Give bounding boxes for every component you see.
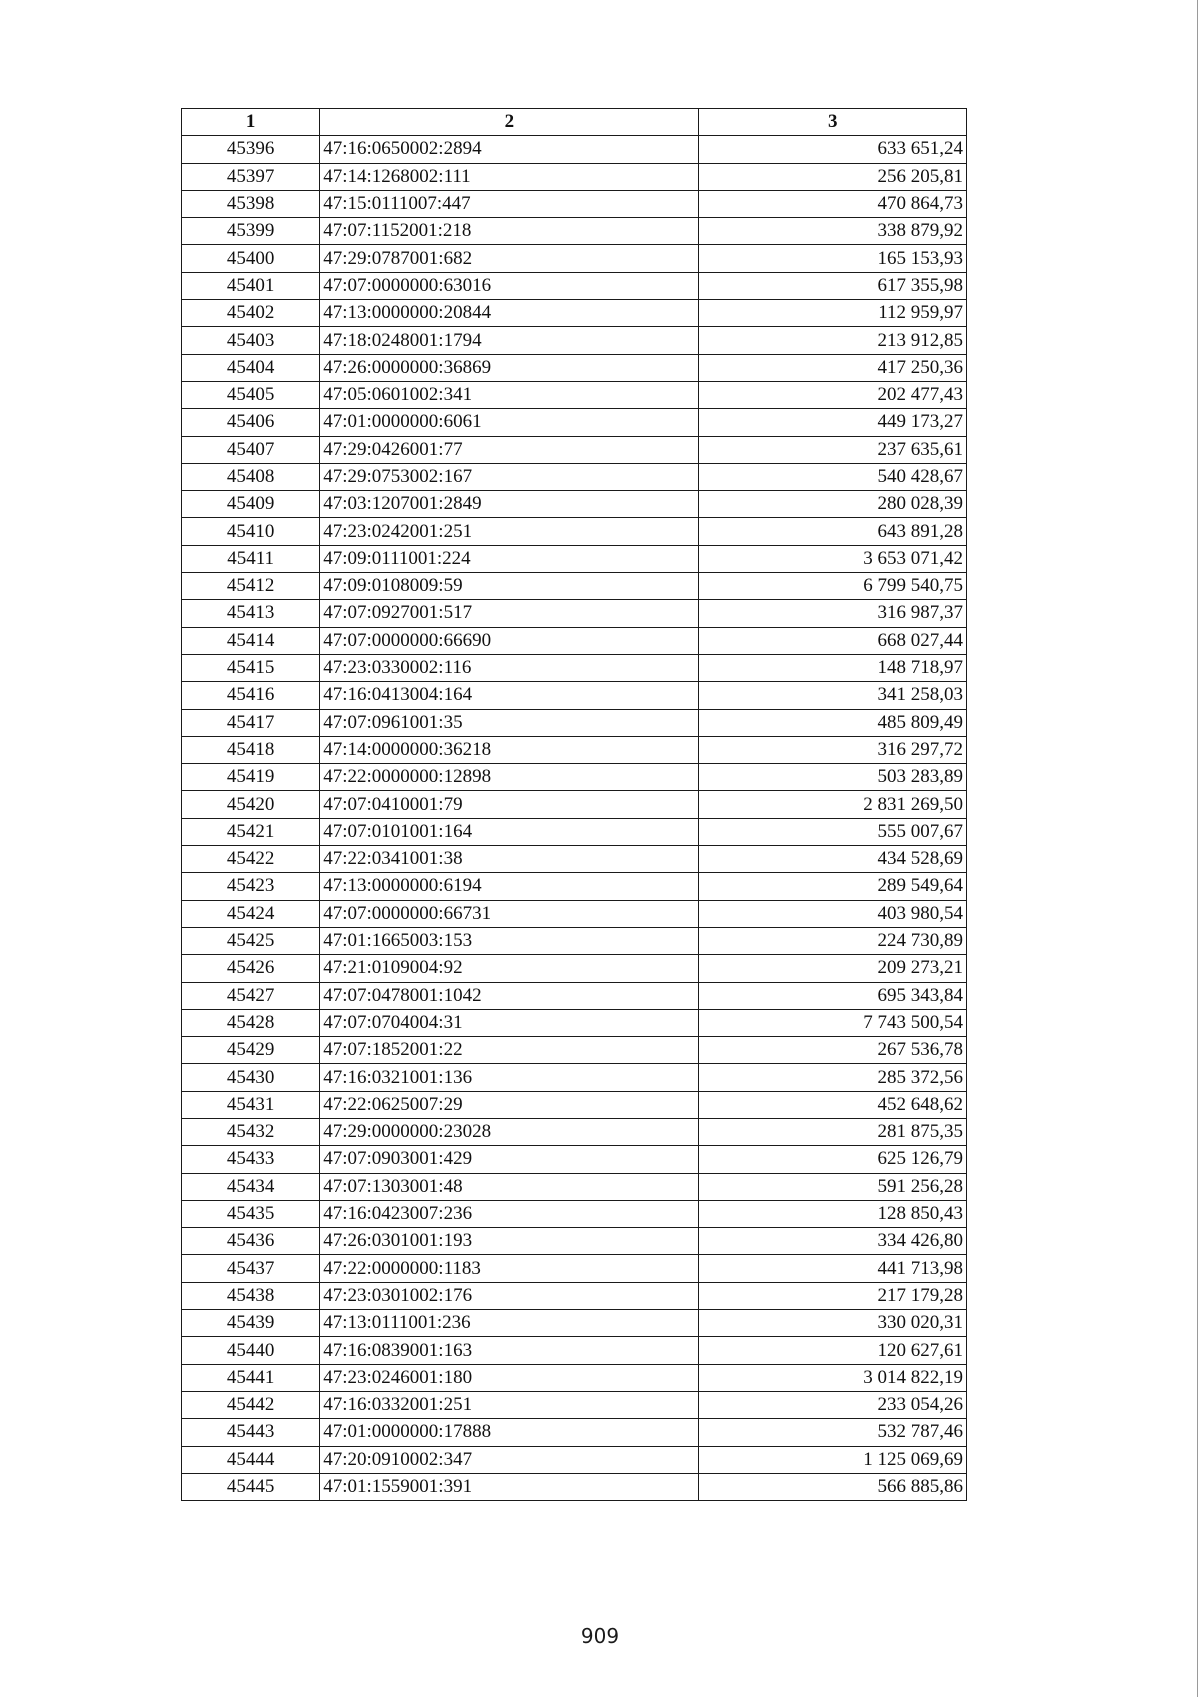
cadastral-number-cell: 47:16:0839001:163 <box>320 1337 699 1364</box>
value-cell: 334 426,80 <box>699 1228 967 1255</box>
table-row <box>182 1282 967 1309</box>
value-cell: 202 477,43 <box>699 381 967 408</box>
value-cell: 281 875,35 <box>699 1118 967 1145</box>
table-row <box>182 1364 967 1391</box>
table-row <box>182 245 967 272</box>
table-row <box>182 873 967 900</box>
cadastral-number-cell: 47:26:0000000:36869 <box>320 354 699 381</box>
row-number-cell: 45414 <box>182 627 320 654</box>
value-cell: 213 912,85 <box>699 327 967 354</box>
cadastral-number-cell: 47:09:0111001:224 <box>320 545 699 572</box>
value-cell: 217 179,28 <box>699 1282 967 1309</box>
row-number-cell: 45443 <box>182 1419 320 1446</box>
row-number-cell: 45411 <box>182 545 320 572</box>
row-number-cell: 45409 <box>182 491 320 518</box>
table-row <box>182 818 967 845</box>
cadastral-number-cell: 47:21:0109004:92 <box>320 955 699 982</box>
cadastral-number-cell: 47:23:0246001:180 <box>320 1364 699 1391</box>
value-cell: 503 283,89 <box>699 764 967 791</box>
row-number-cell: 45401 <box>182 272 320 299</box>
table-row <box>182 1009 967 1036</box>
table-row <box>182 600 967 627</box>
table-row <box>182 1146 967 1173</box>
column-header-1: 1 <box>182 109 320 136</box>
table-row <box>182 1255 967 1282</box>
table-row <box>182 627 967 654</box>
value-cell: 434 528,69 <box>699 846 967 873</box>
table-row <box>182 300 967 327</box>
row-number-cell: 45436 <box>182 1228 320 1255</box>
row-number-cell: 45429 <box>182 1037 320 1064</box>
table-row <box>182 736 967 763</box>
value-cell: 540 428,67 <box>699 463 967 490</box>
cadastral-number-cell: 47:07:0101001:164 <box>320 818 699 845</box>
cadastral-number-cell: 47:07:0927001:517 <box>320 600 699 627</box>
row-number-cell: 45413 <box>182 600 320 627</box>
cadastral-number-cell: 47:22:0000000:12898 <box>320 764 699 791</box>
table-row <box>182 1228 967 1255</box>
column-header-3: 3 <box>699 109 967 136</box>
row-number-cell: 45419 <box>182 764 320 791</box>
value-cell: 209 273,21 <box>699 955 967 982</box>
row-number-cell: 45412 <box>182 573 320 600</box>
row-number-cell: 45421 <box>182 818 320 845</box>
value-cell: 112 959,97 <box>699 300 967 327</box>
value-cell: 316 297,72 <box>699 736 967 763</box>
value-cell: 341 258,03 <box>699 682 967 709</box>
row-number-cell: 45437 <box>182 1255 320 1282</box>
value-cell: 695 343,84 <box>699 982 967 1009</box>
value-cell: 668 027,44 <box>699 627 967 654</box>
table-row <box>182 1118 967 1145</box>
row-number-cell: 45434 <box>182 1173 320 1200</box>
row-number-cell: 45405 <box>182 381 320 408</box>
value-cell: 449 173,27 <box>699 409 967 436</box>
value-cell: 128 850,43 <box>699 1200 967 1227</box>
value-cell: 148 718,97 <box>699 654 967 681</box>
table-row <box>182 791 967 818</box>
cadastral-number-cell: 47:18:0248001:1794 <box>320 327 699 354</box>
row-number-cell: 45440 <box>182 1337 320 1364</box>
table-row <box>182 682 967 709</box>
value-cell: 6 799 540,75 <box>699 573 967 600</box>
table-row <box>182 927 967 954</box>
row-number-cell: 45423 <box>182 873 320 900</box>
row-number-cell: 45432 <box>182 1118 320 1145</box>
cadastral-number-cell: 47:22:0625007:29 <box>320 1091 699 1118</box>
value-cell: 403 980,54 <box>699 900 967 927</box>
cadastral-number-cell: 47:07:1852001:22 <box>320 1037 699 1064</box>
table-row <box>182 764 967 791</box>
cadastral-number-cell: 47:07:0961001:35 <box>320 709 699 736</box>
cadastral-number-cell: 47:07:0000000:66690 <box>320 627 699 654</box>
page-number: 909 <box>580 1624 620 1648</box>
table-row <box>182 327 967 354</box>
row-number-cell: 45442 <box>182 1391 320 1418</box>
cadastral-number-cell: 47:14:1268002:111 <box>320 163 699 190</box>
row-number-cell: 45426 <box>182 955 320 982</box>
cadastral-number-cell: 47:16:0332001:251 <box>320 1391 699 1418</box>
value-cell: 233 054,26 <box>699 1391 967 1418</box>
value-cell: 3 014 822,19 <box>699 1364 967 1391</box>
value-cell: 417 250,36 <box>699 354 967 381</box>
table-row <box>182 1446 967 1473</box>
table-row <box>182 136 967 163</box>
value-cell: 289 549,64 <box>699 873 967 900</box>
data-table <box>181 108 967 1501</box>
value-cell: 267 536,78 <box>699 1037 967 1064</box>
cadastral-number-cell: 47:29:0787001:682 <box>320 245 699 272</box>
table-row <box>182 545 967 572</box>
row-number-cell: 45444 <box>182 1446 320 1473</box>
value-cell: 256 205,81 <box>699 163 967 190</box>
value-cell: 280 028,39 <box>699 491 967 518</box>
value-cell: 338 879,92 <box>699 218 967 245</box>
row-number-cell: 45430 <box>182 1064 320 1091</box>
table-row <box>182 381 967 408</box>
row-number-cell: 45399 <box>182 218 320 245</box>
column-header-2: 2 <box>320 109 699 136</box>
row-number-cell: 45438 <box>182 1282 320 1309</box>
row-number-cell: 45417 <box>182 709 320 736</box>
table-row <box>182 1419 967 1446</box>
cadastral-number-cell: 47:22:0000000:1183 <box>320 1255 699 1282</box>
value-cell: 330 020,31 <box>699 1310 967 1337</box>
value-cell: 120 627,61 <box>699 1337 967 1364</box>
value-cell: 633 651,24 <box>699 136 967 163</box>
cadastral-number-cell: 47:14:0000000:36218 <box>320 736 699 763</box>
row-number-cell: 45404 <box>182 354 320 381</box>
cadastral-number-cell: 47:07:0903001:429 <box>320 1146 699 1173</box>
table-row <box>182 1091 967 1118</box>
value-cell: 3 653 071,42 <box>699 545 967 572</box>
cadastral-number-cell: 47:07:0478001:1042 <box>320 982 699 1009</box>
value-cell: 237 635,61 <box>699 436 967 463</box>
value-cell: 470 864,73 <box>699 190 967 217</box>
table-row <box>182 491 967 518</box>
row-number-cell: 45415 <box>182 654 320 681</box>
table-row <box>182 163 967 190</box>
cadastral-number-cell: 47:07:1152001:218 <box>320 218 699 245</box>
table-row <box>182 436 967 463</box>
table-row <box>182 354 967 381</box>
cadastral-number-cell: 47:15:0111007:447 <box>320 190 699 217</box>
row-number-cell: 45425 <box>182 927 320 954</box>
cadastral-number-cell: 47:29:0753002:167 <box>320 463 699 490</box>
table-header <box>182 109 967 136</box>
value-cell: 452 648,62 <box>699 1091 967 1118</box>
value-cell: 555 007,67 <box>699 818 967 845</box>
row-number-cell: 45439 <box>182 1310 320 1337</box>
cadastral-number-cell: 47:23:0242001:251 <box>320 518 699 545</box>
value-cell: 566 885,86 <box>699 1473 967 1500</box>
cadastral-number-cell: 47:09:0108009:59 <box>320 573 699 600</box>
table-row <box>182 518 967 545</box>
value-cell: 485 809,49 <box>699 709 967 736</box>
row-number-cell: 45416 <box>182 682 320 709</box>
row-number-cell: 45403 <box>182 327 320 354</box>
row-number-cell: 45397 <box>182 163 320 190</box>
row-number-cell: 45441 <box>182 1364 320 1391</box>
row-number-cell: 45408 <box>182 463 320 490</box>
table-row <box>182 955 967 982</box>
row-number-cell: 45398 <box>182 190 320 217</box>
table-row <box>182 463 967 490</box>
value-cell: 285 372,56 <box>699 1064 967 1091</box>
table-row <box>182 1337 967 1364</box>
cadastral-number-cell: 47:16:0413004:164 <box>320 682 699 709</box>
row-number-cell: 45407 <box>182 436 320 463</box>
page-edge-line <box>1197 0 1198 1697</box>
table-row <box>182 1391 967 1418</box>
cadastral-number-cell: 47:13:0111001:236 <box>320 1310 699 1337</box>
cadastral-number-cell: 47:13:0000000:20844 <box>320 300 699 327</box>
row-number-cell: 45420 <box>182 791 320 818</box>
cadastral-number-cell: 47:01:1665003:153 <box>320 927 699 954</box>
value-cell: 625 126,79 <box>699 1146 967 1173</box>
cadastral-number-cell: 47:22:0341001:38 <box>320 846 699 873</box>
value-cell: 316 987,37 <box>699 600 967 627</box>
value-cell: 165 153,93 <box>699 245 967 272</box>
cadastral-number-cell: 47:01:1559001:391 <box>320 1473 699 1500</box>
table-row <box>182 190 967 217</box>
value-cell: 441 713,98 <box>699 1255 967 1282</box>
value-cell: 591 256,28 <box>699 1173 967 1200</box>
row-number-cell: 45418 <box>182 736 320 763</box>
table-row <box>182 272 967 299</box>
value-cell: 617 355,98 <box>699 272 967 299</box>
cadastral-number-cell: 47:01:0000000:6061 <box>320 409 699 436</box>
value-cell: 7 743 500,54 <box>699 1009 967 1036</box>
cadastral-number-cell: 47:07:1303001:48 <box>320 1173 699 1200</box>
table-row <box>182 218 967 245</box>
table-row <box>182 1173 967 1200</box>
cadastral-number-cell: 47:20:0910002:347 <box>320 1446 699 1473</box>
row-number-cell: 45427 <box>182 982 320 1009</box>
cadastral-number-cell: 47:29:0000000:23028 <box>320 1118 699 1145</box>
value-cell: 224 730,89 <box>699 927 967 954</box>
cadastral-number-cell: 47:07:0410001:79 <box>320 791 699 818</box>
cadastral-number-cell: 47:05:0601002:341 <box>320 381 699 408</box>
value-cell: 2 831 269,50 <box>699 791 967 818</box>
row-number-cell: 45422 <box>182 846 320 873</box>
table-row <box>182 1064 967 1091</box>
cadastral-number-cell: 47:23:0330002:116 <box>320 654 699 681</box>
cadastral-number-cell: 47:13:0000000:6194 <box>320 873 699 900</box>
table-row <box>182 982 967 1009</box>
table-row <box>182 846 967 873</box>
table-row <box>182 1037 967 1064</box>
cadastral-number-cell: 47:29:0426001:77 <box>320 436 699 463</box>
cadastral-number-cell: 47:03:1207001:2849 <box>320 491 699 518</box>
cadastral-number-cell: 47:07:0704004:31 <box>320 1009 699 1036</box>
cadastral-number-cell: 47:23:0301002:176 <box>320 1282 699 1309</box>
cadastral-number-cell: 47:07:0000000:66731 <box>320 900 699 927</box>
row-number-cell: 45406 <box>182 409 320 436</box>
table-row <box>182 1473 967 1500</box>
row-number-cell: 45431 <box>182 1091 320 1118</box>
cadastral-number-cell: 47:16:0321001:136 <box>320 1064 699 1091</box>
cadastral-number-cell: 47:07:0000000:63016 <box>320 272 699 299</box>
row-number-cell: 45402 <box>182 300 320 327</box>
row-number-cell: 45433 <box>182 1146 320 1173</box>
table-row <box>182 573 967 600</box>
value-cell: 532 787,46 <box>699 1419 967 1446</box>
table-row <box>182 900 967 927</box>
row-number-cell: 45445 <box>182 1473 320 1500</box>
row-number-cell: 45435 <box>182 1200 320 1227</box>
table-row <box>182 409 967 436</box>
row-number-cell: 45396 <box>182 136 320 163</box>
cadastral-number-cell: 47:16:0423007:236 <box>320 1200 699 1227</box>
table-row <box>182 1310 967 1337</box>
row-number-cell: 45400 <box>182 245 320 272</box>
row-number-cell: 45410 <box>182 518 320 545</box>
value-cell: 643 891,28 <box>699 518 967 545</box>
table-row <box>182 654 967 681</box>
row-number-cell: 45428 <box>182 1009 320 1036</box>
table-row <box>182 1200 967 1227</box>
cadastral-number-cell: 47:26:0301001:193 <box>320 1228 699 1255</box>
header-row <box>182 109 967 136</box>
value-cell: 1 125 069,69 <box>699 1446 967 1473</box>
table-row <box>182 709 967 736</box>
row-number-cell: 45424 <box>182 900 320 927</box>
cadastral-number-cell: 47:16:0650002:2894 <box>320 136 699 163</box>
table-body <box>182 136 967 1501</box>
cadastral-number-cell: 47:01:0000000:17888 <box>320 1419 699 1446</box>
